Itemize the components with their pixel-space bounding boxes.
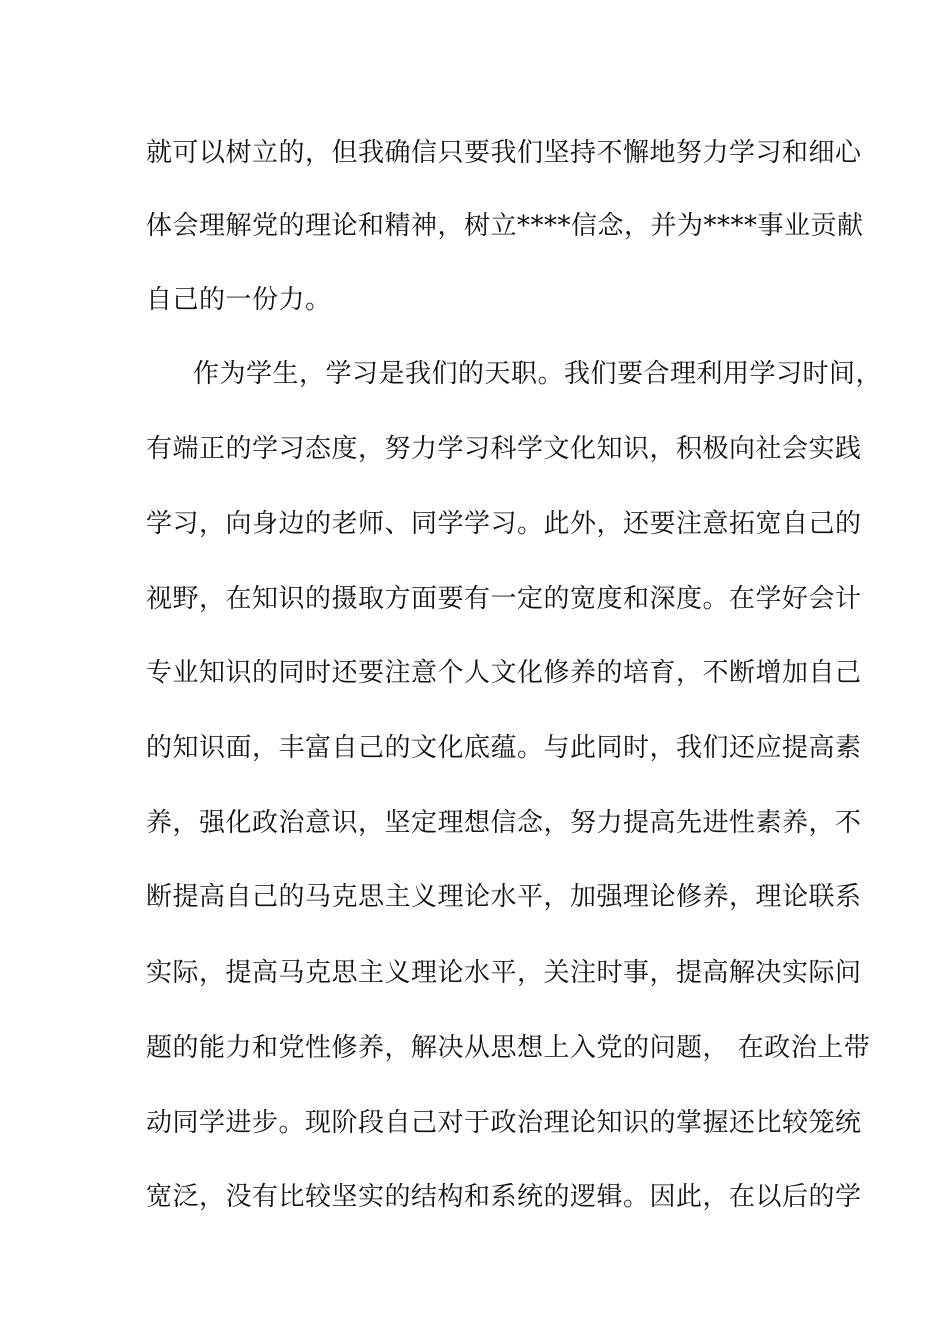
text-line-15: 宽泛，没有比较坚实的结构和系统的逻辑。因此，在以后的学: [146, 1182, 862, 1212]
text-line-6: 学习，向身边的老师、同学学习。此外，还要注意拓宽自己的: [146, 509, 862, 539]
text-line-9: 的知识面，丰富自己的文化底蕴。与此同时，我们还应提高素: [146, 733, 862, 763]
text-line-12: 实际，提高马克思主义理论水平，关注时事，提高解决实际问: [146, 958, 862, 988]
text-line-3: 自己的一份力。: [146, 285, 332, 315]
text-line-10: 养，强化政治意识，坚定理想信念，努力提高先进性素养，不: [146, 808, 862, 838]
text-line-8: 专业知识的同时还要注意个人文化修养的培育，不断增加自己: [146, 658, 862, 688]
text-line-7: 视野，在知识的摄取方面要有一定的宽度和深度。在学好会计: [146, 584, 862, 614]
text-line-4: 作为学生，学习是我们的天职。我们要合理利用学习时间，: [193, 359, 883, 389]
text-line-14: 动同学进步。现阶段自己对于政治理论知识的掌握还比较笼统: [146, 1108, 862, 1138]
text-line-13: 题的能力和党性修养，解决从思想上入党的问题， 在政治上带: [146, 1033, 871, 1063]
text-line-5: 有端正的学习态度，努力学习科学文化知识，积极向社会实践: [146, 434, 862, 464]
text-line-1: 就可以树立的，但我确信只要我们坚持不懈地努力学习和细心: [146, 138, 862, 168]
text-line-11: 断提高自己的马克思主义理论水平，加强理论修养，理论联系: [146, 882, 862, 912]
text-line-2: 体会理解党的理论和精神，树立****信念，并为****事业贡献: [146, 211, 864, 241]
